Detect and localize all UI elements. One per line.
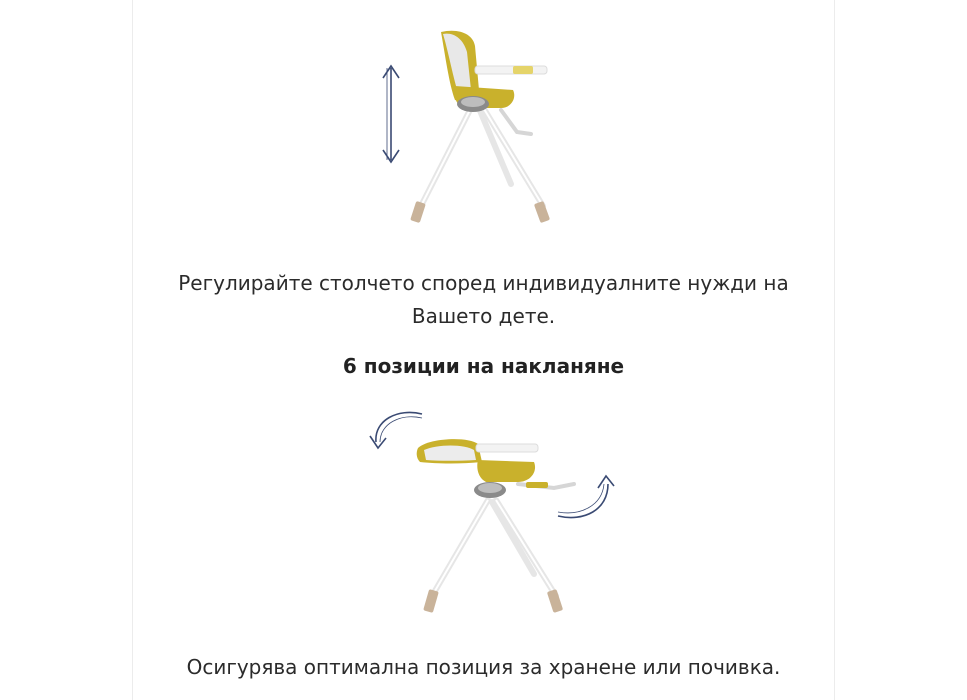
recline-description: Осигурява оптимална позиция за хранене или почивка. bbox=[186, 655, 781, 679]
product-description bbox=[133, 0, 834, 700]
content-border-right bbox=[834, 0, 835, 700]
curved-arrow-left-icon bbox=[370, 412, 422, 448]
curved-arrow-right-icon bbox=[558, 476, 614, 518]
description-line-1: Регулирайте столчето според индивидуалните нужди на bbox=[178, 271, 789, 295]
recline-heading: 6 позиции на накланяне bbox=[342, 354, 625, 378]
description-line-2: Вашето дете. bbox=[411, 304, 556, 328]
height-adjust-description bbox=[133, 267, 834, 333]
double-arrow-vertical-icon bbox=[383, 66, 399, 162]
high-chair-height-image bbox=[363, 24, 563, 229]
high-chair-recline-image bbox=[358, 404, 628, 620]
